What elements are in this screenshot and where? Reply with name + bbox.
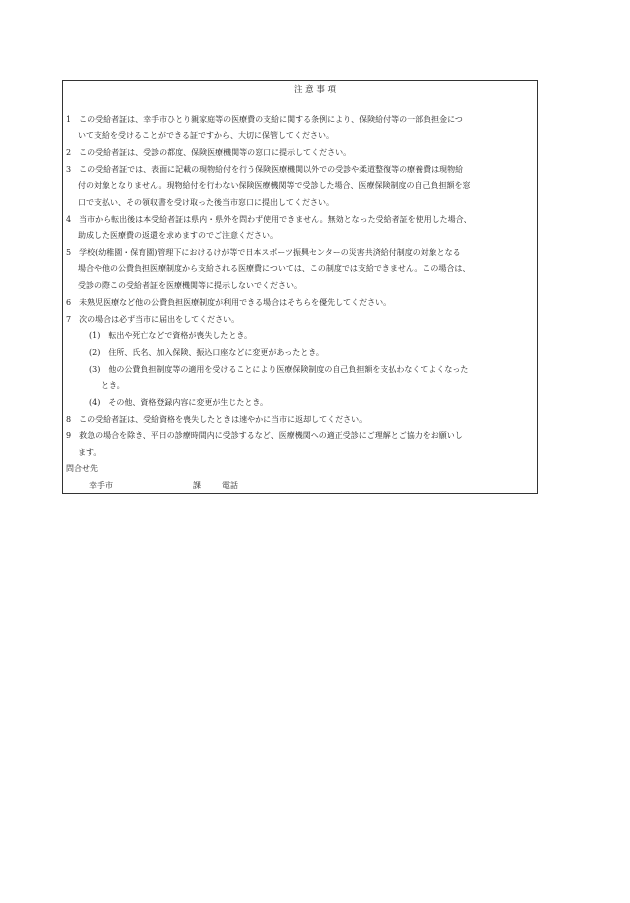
item-5-line-2: 場合や他の公費負担医療制度から支給される医療費については、この制度では支給できません。この場合は、 (78, 264, 471, 273)
contact-phone-label: 電話 (222, 481, 238, 490)
item-4-line-1: 4 当市から転出後は本受給者証は県内・県外を問わず使用できません。無効となった受給者証を使用した場合、 (66, 215, 472, 224)
item-7-sub-4: (4) その他、資格登録内容に変更が生じたとき。 (89, 398, 269, 407)
item-2-line-1: 2 この受給者証は、受診の都度、保険医療機関等の窓口に提示してください。 (66, 148, 352, 157)
notice-title: 注 意 事 項 (293, 85, 337, 95)
item-1-line-1: 1 この受給者証は、幸手市ひとり親家庭等の医療費の支給に関する条例により、保険給付等の一部負担金につ (66, 115, 463, 124)
contact-city: 幸手市 (89, 481, 113, 490)
item-9-line-1: 9 救急の場合を除き、平日の診療時間内に受診するなど、医療機関への適正受診にご理解とご協力をお願いし (66, 431, 463, 440)
item-7-sub-3-line-2: とき。 (101, 381, 125, 390)
item-3-line-3: 口で支払い、その領収書を受け取った後当市窓口に提出してください。 (78, 198, 334, 207)
contact-label: 問合せ先 (66, 464, 98, 473)
item-5-line-1: 5 学校(幼稚園・保育園)管理下におけるけが等で日本スポーツ振興センターの災害共済給付制度の対象となる (66, 248, 461, 257)
contact-section: 課 (193, 481, 201, 490)
item-6-line-1: 6 未熟児医療など他の公費負担医療制度が利用できる場合はそちらを優先してください。 (66, 298, 392, 307)
item-9-line-2: ます。 (78, 448, 102, 457)
item-3-line-1: 3 この受給者証では、表面に記載の現物給付を行う保険医療機関以外での受診や柔道整復等の療養費は現物給 (66, 165, 464, 174)
item-7-line-1: 7 次の場合は必ず当市に届出をしてください。 (66, 315, 240, 324)
item-8-line-1: 8 この受給者証は、受給資格を喪失したときは速やかに当市に返却してください。 (66, 415, 368, 424)
item-3-line-2: 付の対象となりません。現物給付を行わない保険医療機関等で受診した場合、医療保険制度の自己負担額を窓 (78, 181, 471, 190)
item-7-sub-1: (1) 転出や死亡などで資格が喪失したとき。 (89, 331, 253, 340)
item-7-sub-3-line-1: (3) 他の公費負担制度等の適用を受けることにより医療保険制度の自己負担額を支払わなくてよくなった (89, 365, 469, 374)
item-5-line-3: 受診の際この受給者証を医療機関等に提示しないでください。 (78, 281, 302, 290)
item-7-sub-2: (2) 住所、氏名、加入保険、振込口座などに変更があったとき。 (89, 348, 324, 357)
item-4-line-2: 助成した医療費の返還を求めますのでご注意ください。 (78, 231, 278, 240)
item-1-line-2: いて支給を受けることができる証ですから、大切に保管してください。 (78, 131, 334, 140)
